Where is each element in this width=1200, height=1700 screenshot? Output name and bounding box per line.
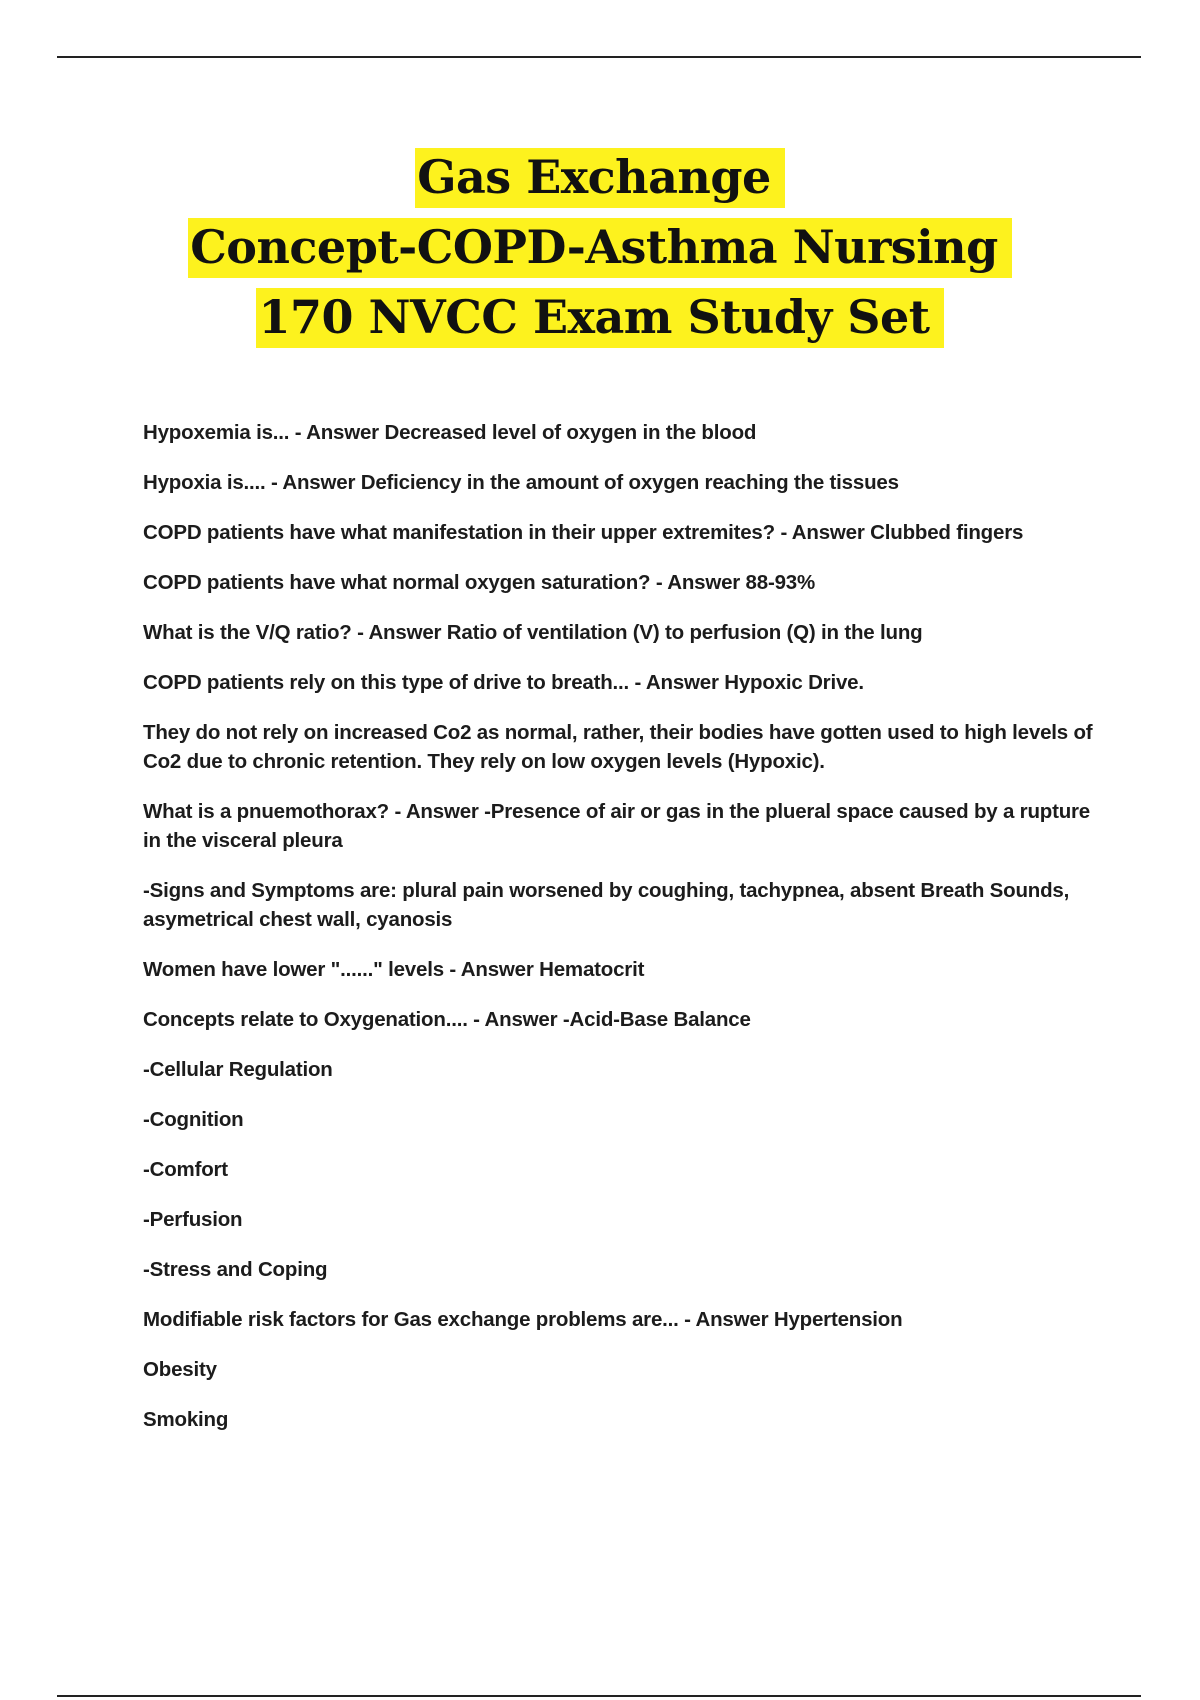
qa-drive-to-breathe: COPD patients rely on this type of drive to breath... - Answer Hypoxic Drive. <box>143 671 864 694</box>
document-title <box>0 142 1200 352</box>
qa-hematocrit: Women have lower "......" levels - Answer Hematocrit <box>143 958 645 981</box>
qa-modifiable-risk-factors: Modifiable risk factors for Gas exchange problems are... - Answer Hypertension <box>143 1308 903 1331</box>
qa-oxygenation-concepts: Concepts relate to Oxygenation.... - Answer -Acid-Base Balance <box>143 1008 751 1031</box>
qa-hypoxemia: Hypoxemia is... - Answer Decreased level of oxygen in the blood <box>143 421 757 444</box>
list-item: Obesity <box>143 1358 217 1381</box>
title-line-2: Concept-COPD-Asthma Nursing <box>0 212 1200 282</box>
list-item: -Stress and Coping <box>143 1258 328 1281</box>
title-line-1: Gas Exchange <box>0 142 1200 212</box>
list-item: Smoking <box>143 1408 229 1431</box>
top-horizontal-rule <box>57 56 1141 58</box>
qa-pneumothorax: What is a pnuemothorax? - Answer -Presence of air or gas in the plueral space caused by a rupture in the visceral pleura <box>143 800 1091 852</box>
note-signs-symptoms: -Signs and Symptoms are: plural pain worsened by coughing, tachypnea, absent Breath Sounds, asymetrical chest wall, cyanosis <box>143 879 1070 931</box>
qa-oxygen-saturation: COPD patients have what normal oxygen saturation? - Answer 88-93% <box>143 571 816 594</box>
note-co2-retention: They do not rely on increased Co2 as normal, rather, their bodies have gotten used to high levels of Co2 due to chronic retention. They rely on low oxygen levels (Hypoxic). <box>143 721 1093 773</box>
title-line-3: 170 NVCC Exam Study Set <box>0 282 1200 352</box>
list-item: -Cellular Regulation <box>143 1058 333 1081</box>
list-item: -Comfort <box>143 1158 228 1181</box>
qa-hypoxia: Hypoxia is.... - Answer Deficiency in the amount of oxygen reaching the tissues <box>143 471 899 494</box>
qa-vq-ratio: What is the V/Q ratio? - Answer Ratio of ventilation (V) to perfusion (Q) in the lung <box>143 621 923 644</box>
list-item: -Perfusion <box>143 1208 243 1231</box>
document-body <box>143 418 1093 1455</box>
qa-upper-extremities: COPD patients have what manifestation in their upper extremites? - Answer Clubbed fingers <box>143 521 1024 544</box>
bottom-horizontal-rule <box>57 1695 1141 1697</box>
list-item: -Cognition <box>143 1108 244 1131</box>
